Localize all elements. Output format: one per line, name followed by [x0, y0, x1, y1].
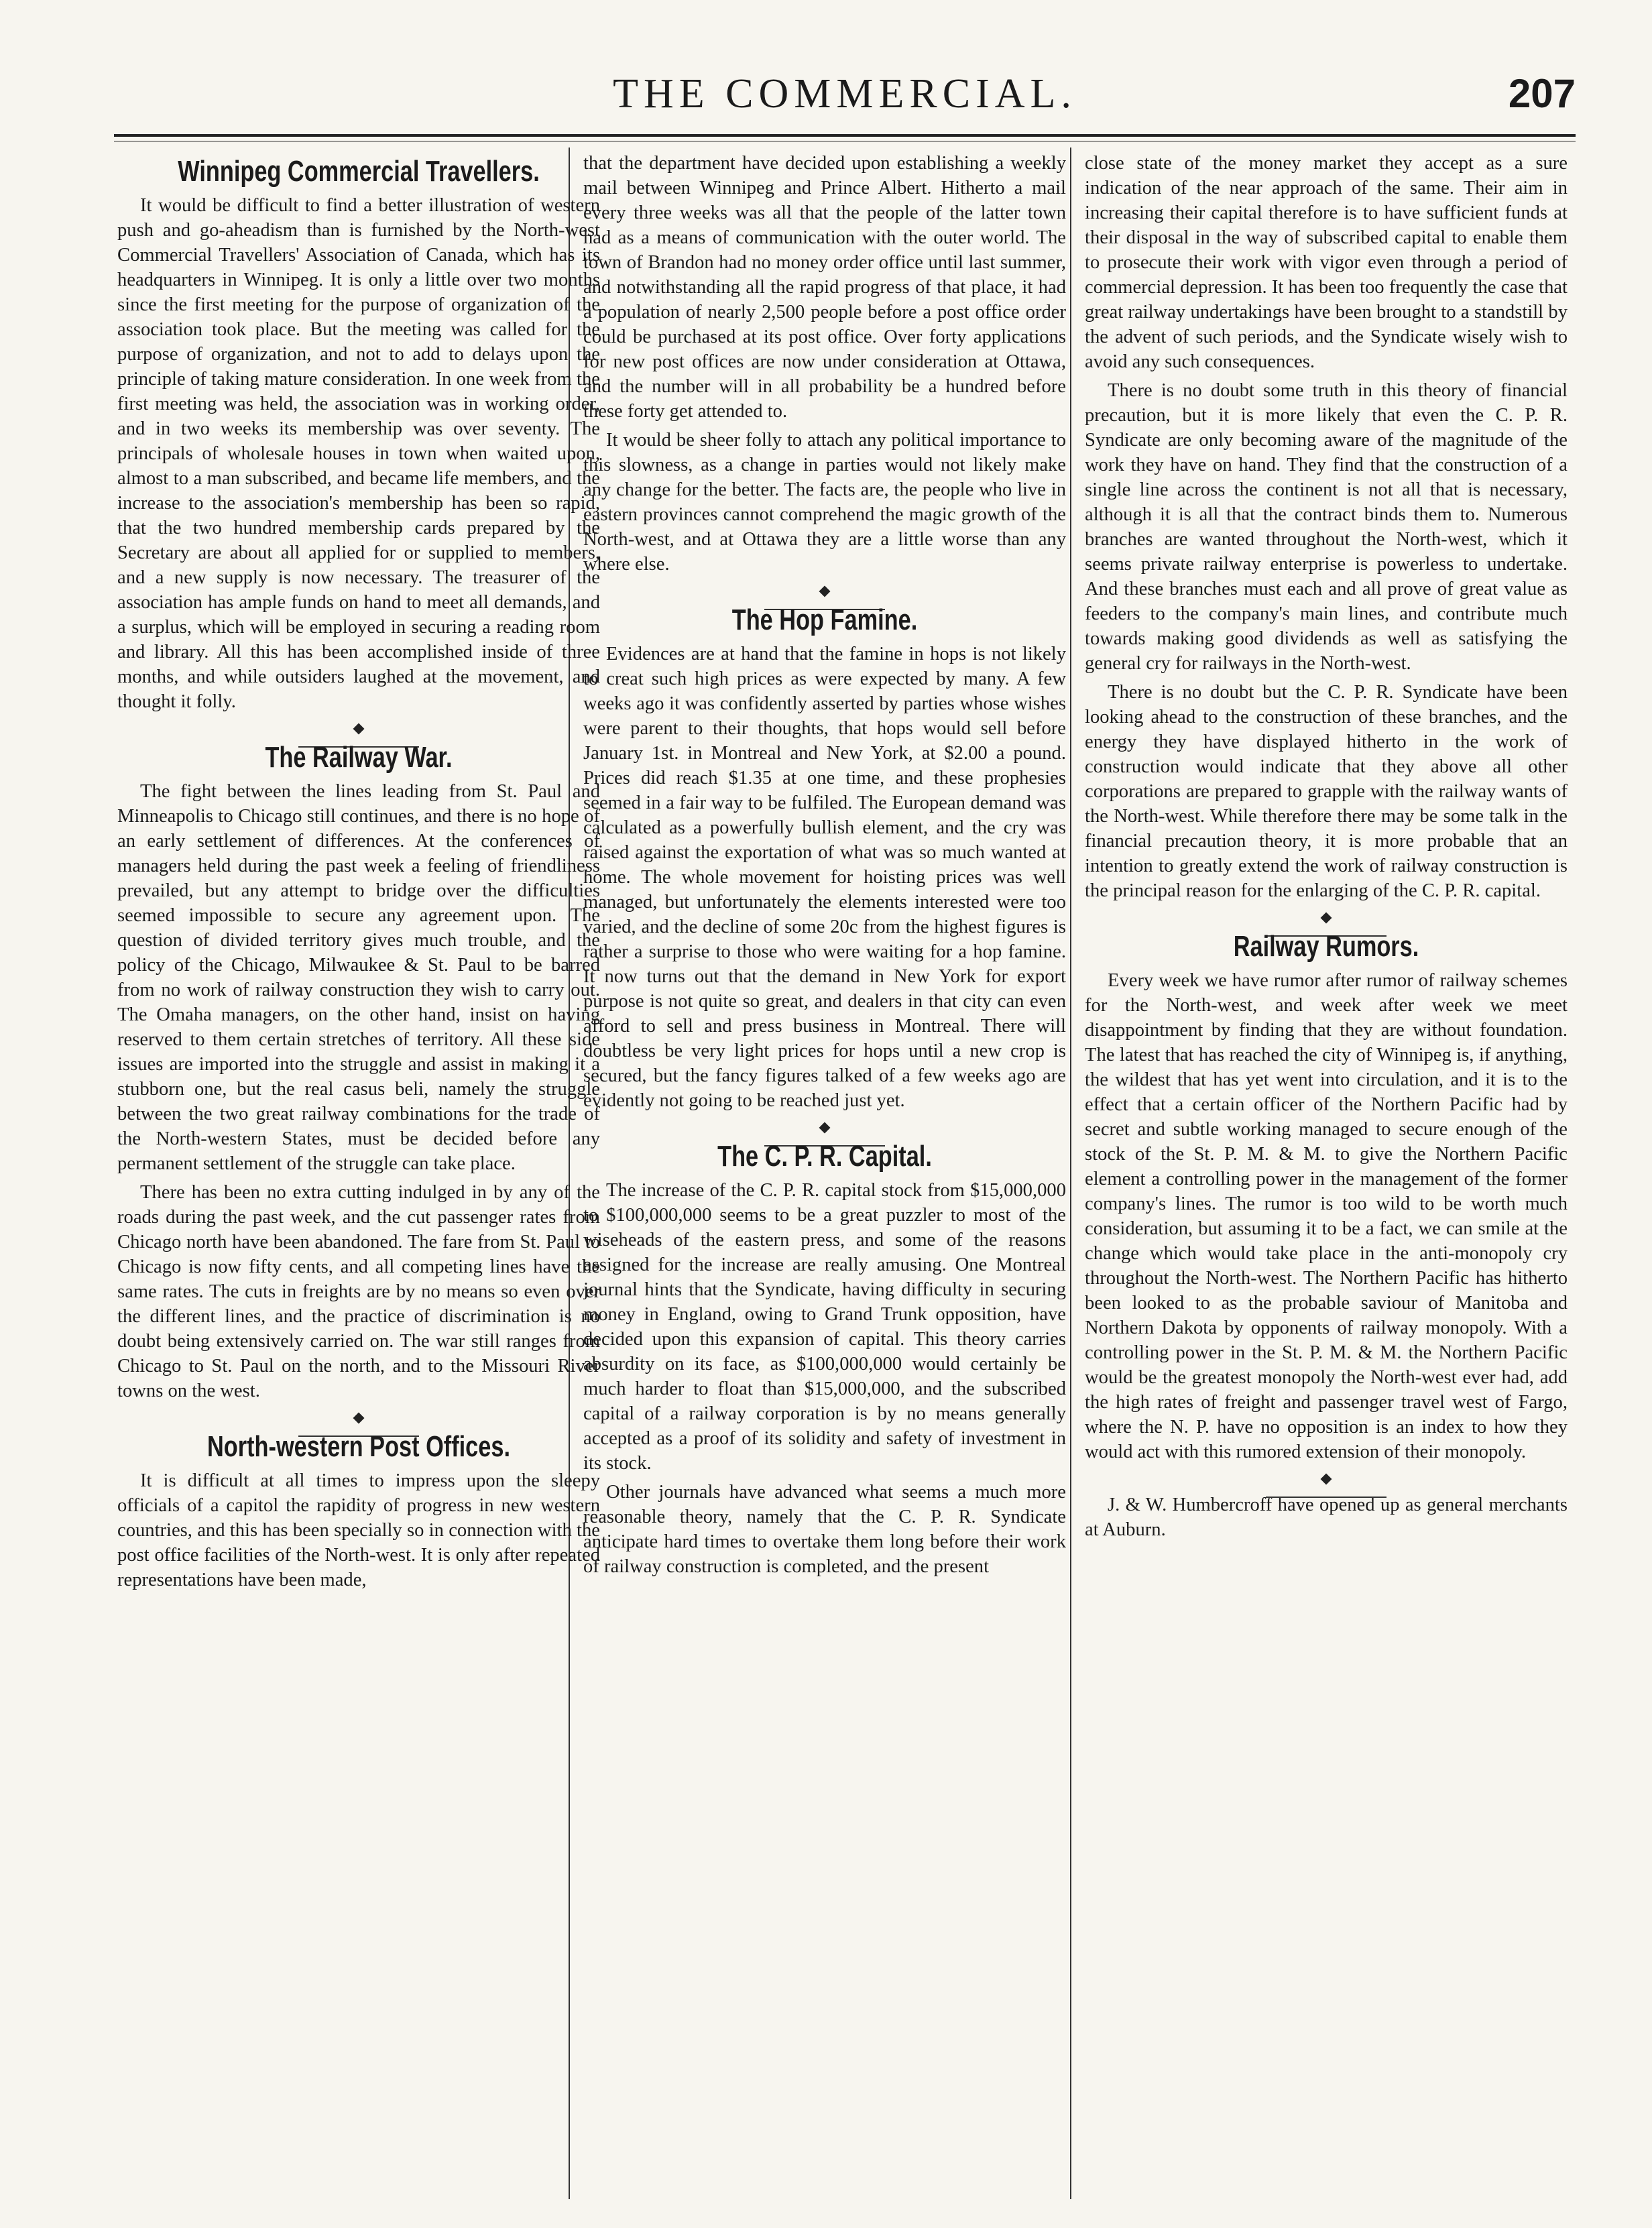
article-paragraph: It would be sheer folly to attach any political importance to this slowness, as a change in parties would not likely make any change for the better. The facts are, the people who live in eastern provinces cannot comprehend the magic growth of the North-west, and at Ottawa they are a little worse than any where else. [583, 430, 1066, 575]
article-paragraph: There is no doubt some truth in this theory of financial precaution, but it is more likely that even the C. P. R. Syndicate are only becoming aware of the magnitude of the work they have on hand. They find that the construction of a single line across the continent is not all that is necessary, although it is all that the contract binds them to. Numerous branches are wanted throughout the North-west, which it seems private railway enterprise is powerless to undertake. And these branches must each and all prove of great value as feeders to the company's main lines, and contribute much towards making good dividends as well as satisfying the general cry for railways in the North-west. [1085, 380, 1568, 674]
article-paragraph: It would be difficult to find a better illustration of western push and go-aheadism than is furnished by the North-west Commercial Travellers' Association of Canada, which has its headquarters in Winnipeg. It is only a little over two months since the first meeting for the purpose of organization of the association took place. But the meeting was called for the purpose of organization, and not to add to delays upon the principle of taking mature consideration. In one week from the first meeting was held, the association was in working order, and in two weeks its membership was over seventy. The principals of wholesale houses in town when waited upon, almost to a man subscribed, and became life members, and the increase to the association's membership has been so rapid, that the two hundred membership cards prepared by the Secretary are about all applied for or supplied to members, and a new supply is now necessary. The treasurer of the association has ample funds on hand to meet all demands, and a surplus, which will be employed in securing a reading room and library. All this has been accomplished inside of three months, and while outsiders laughed at the movement, and thought it folly. [117, 195, 600, 712]
column-2 [583, 151, 1066, 2196]
article-paragraph: that the department have decided upon establishing a weekly mail between Winnipeg and Prince Albert. Hitherto a mail every three weeks was all that the people of the latter town had as a means of communication with the outer world. The town of Brandon had no money order office until last summer, and notwithstanding all the rapid progress of that place, it had a population of nearly 2,500 people before a post office order could be purchased at its post office. Over forty applications for new post offices are now under consideration at Ottawa, and the number will in all probability be a hundred before these forty get attended to. [583, 153, 1066, 422]
article-paragraph: The fight between the lines leading from St. Paul and Minneapolis to Chicago still continues, and there is no hope of an early settlement of differences. At the conferences of managers held during the past week a feeling of friendliness prevailed, but any attempt to bridge over the difficulties seemed impossible to secure any agreement upon. The question of divided territory gives much trouble, and the policy of the Chicago, Milwaukee & St. Paul to be barred from no work of railway construction they wish to carry out. The Omaha managers, on the other hand, insist on having reserved to them certain stretches of territory. All these side issues are imported into the struggle and assist in making it a stubborn one, but the real casus beli, namely the struggle between the two great railway combinations for the trade of the North-western States, must be decided before any permanent settlement of the struggle can take place. [117, 781, 600, 1174]
article-heading: The Hop Famine. [731, 603, 918, 636]
article-paragraph: close state of the money market they accept as a sure indication of the near approach of the same. Their aim in increasing their capital therefore is to have sufficient funds at their disposal in the way of subscribed capital to enable them to prosecute their work with vigor even through a period of commercial depression. It has been too frequently the case that great railway undertakings have been brought to a standstill by the advent of such periods, and the Syndicate wisely wish to avoid any such consequences. [1085, 153, 1568, 372]
article-paragraph: There is no doubt but the C. P. R. Syndicate have been looking ahead to the construction of these branches, and the energy they have displayed hitherto in the work of construction would indicate that they above all other corporations are prepared to grapple with the railway wants of the North-west. While therefore there may be some talk in the financial precaution theory, it is more probable that an intention to greatly extend the work of railway construction is the principal reason for the enlarging of the C. P. R. capital. [1085, 682, 1568, 901]
section-divider [1085, 1474, 1568, 1487]
page-number: 207 [1508, 71, 1576, 116]
header-rule [114, 134, 1576, 137]
article-paragraph: The increase of the C. P. R. capital stock from $15,000,000 to $100,000,000 seems to be a great puzzler to most of the wiseheads of the eastern press, and some of the reasons assigned for the increase are really amusing. One Montreal journal hints that the Syndicate, having difficulty in securing money in England, owing to Grand Trunk opposition, have decided upon this expansion of capital. This theory carries absurdity on its face, as $100,000,000 would certainly be much harder to float than $15,000,000, and the subscribed capital of a railway corporation is by no means generally accepted as a proof of its solidity and safety of investment in its stock. [583, 1180, 1066, 1474]
article-heading: The Railway War. [265, 741, 453, 774]
column-3 [1085, 151, 1568, 2196]
article-heading: Railway Rumors. [1233, 930, 1419, 963]
section-divider [583, 1122, 1066, 1136]
article-heading: The C. P. R. Capital. [717, 1140, 932, 1173]
section-divider [117, 1413, 600, 1426]
newspaper-title: THE COMMERCIAL. [613, 71, 1077, 117]
section-divider [1085, 913, 1568, 926]
section-divider [583, 586, 1066, 599]
article-paragraph: Evidences are at hand that the famine in hops is not likely to creat such high prices as were expected by many. A few weeks ago it was confidently asserted by parties whose wishes were parent to their thoughts, that hops would sell before January 1st. in Montreal and New York, at $2.00 a pound. Prices did reach $1.35 at one time, and these prophesies seemed in a fair way to be fulfiled. The European demand was calculated as a powerfully bullish element, and the cry was raised against the exportation of what was so much wanted at home. The whole movement for hoisting prices was well managed, but unfortunately the elements interested were too varied, and the decline of some 20c from the highest figures is rather a surprise to those who were waiting for a hop famine. It now turns out that the demand in New York for export purpose is not quite so great, and dealers in that city can even afford to sell and press business in Montreal. There will doubtless be very light prices for hops until a new crop is secured, but the fancy figures talked of a few weeks ago are evidently not going to be reached just yet. [583, 644, 1066, 1111]
article-heading: Winnipeg Commercial Travellers. [178, 155, 540, 188]
section-divider [117, 723, 600, 737]
masthead [114, 64, 1576, 131]
article-paragraph: There has been no extra cutting indulged in by any of the roads during the past week, and the cut passenger rates from Chicago north have been abandoned. The fare from St. Paul to Chicago is now fifty cents, and all competing lines have the same rates. The cuts in freights are by no means so even over the different lines, and the practice of discrimination is no doubt being extensively carried on. The war still ranges from Chicago to St. Paul on the north, and to the Missouri River towns on the west. [117, 1182, 600, 1401]
article-heading: North-western Post Offices. [207, 1430, 510, 1463]
article-paragraph: Other journals have advanced what seems a much more reasonable theory, namely that the C. P. R. Syndicate anticipate hard times to overtake them long before their work of railway construction is completed, and the present [583, 1482, 1066, 1577]
business-note: J. & W. Humbercroff have opened up as general merchants at Auburn. [1085, 1494, 1568, 1540]
column-1 [117, 151, 600, 2196]
article-paragraph: It is difficult at all times to impress upon the sleepy officials of a capitol the rapidity of progress in new western countries, and this has been specially so in connection with the post office facilities of the North-west. It is only after repeated representations have been made, [117, 1470, 600, 1590]
column-rule [1070, 148, 1071, 2199]
article-paragraph: Every week we have rumor after rumor of railway schemes for the North-west, and week after week we meet disappointment by finding that they are without foundation. The latest that has reached the city of Winnipeg is, if anything, the wildest that has yet went into circulation, and it is to the effect that a certain officer of the Northern Pacific had by secret and subtle working managed to secure enough of the stock of the St. P. M. & M. to give the Northern Pacific element a controlling power in the management of the former company's lines. The rumor is too wild to be worth much consideration, but assuming it to be a fact, we can smile at the change which would take place in the anti-monopoly cry throughout the North-west. The Northern Pacific has hitherto been looked to as the probable saviour of Manitoba and Northern Dakota by opponents of railway monopoly. With a controlling power in the St. P. M. & M. the Northern Pacific would be the greatest monopoly the North-west ever had, add the high rates of freight and passenger travel west of Fargo, where the N. P. have no opposition is an index to how they would act with this rumored extension of their monopoly. [1085, 970, 1568, 1462]
